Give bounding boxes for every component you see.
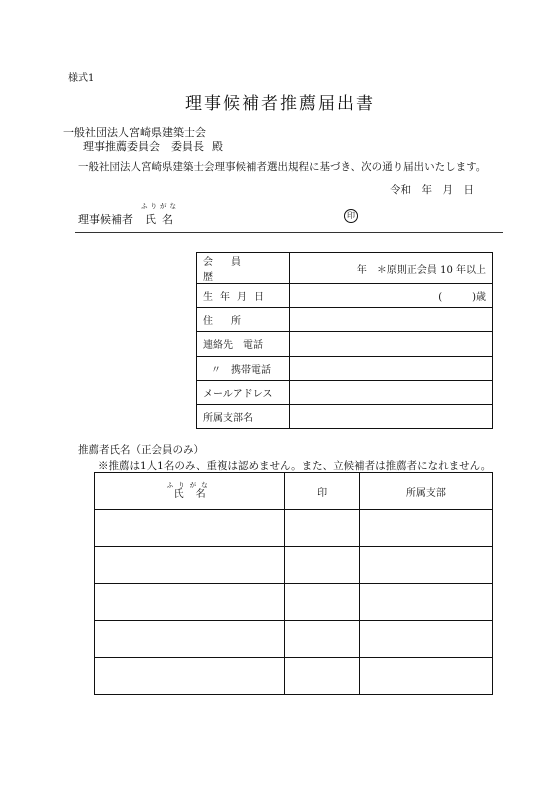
table-row: [95, 658, 493, 695]
candidate-label: 理事候補者: [78, 213, 133, 226]
recommender-name-field[interactable]: [95, 658, 285, 695]
recommender-seal-field[interactable]: [285, 547, 360, 584]
page-title: 理事候補者推薦届出書: [185, 94, 375, 114]
info-value-field[interactable]: 年 ＊原則正会員 10 年以上: [290, 253, 493, 284]
recommender-name-field[interactable]: [95, 510, 285, 547]
recommender-name-field[interactable]: [95, 584, 285, 621]
info-label: 生年月日: [197, 284, 290, 308]
recommender-branch-field[interactable]: [359, 621, 492, 658]
table-row: [95, 547, 493, 584]
info-label: 住所: [197, 308, 290, 332]
table-row: [197, 356, 493, 380]
candidate-furigana: ふりがな: [141, 202, 179, 210]
recommender-branch-field[interactable]: [359, 547, 492, 584]
info-value-field[interactable]: [290, 308, 493, 332]
recipient-committee: 理事推薦委員会 委員長: [83, 140, 204, 153]
table-row: [95, 584, 493, 621]
organization-name: 一般社団法人宮崎県建築士会: [63, 126, 206, 139]
recommender-name-field[interactable]: [95, 621, 285, 658]
info-value-field[interactable]: [290, 356, 493, 380]
info-value-field[interactable]: ( )歳: [290, 284, 493, 308]
statement-text: 一般社団法人宮崎県建築士会理事候補者選出規程に基づき、次の通り届出いたします。: [78, 161, 487, 173]
recommender-name-field[interactable]: [95, 547, 285, 584]
info-label: 会員歴: [197, 253, 290, 284]
info-label: 所属支部名: [197, 404, 290, 428]
recommender-seal-field[interactable]: [285, 510, 360, 547]
recommender-branch-field[interactable]: [359, 584, 492, 621]
date-field[interactable]: 令和 年 月 日: [390, 184, 474, 196]
table-row: [95, 621, 493, 658]
table-row: [197, 380, 493, 404]
candidate-info-table: [196, 252, 493, 429]
recommenders-note: ※推薦は1人1名のみ、重複は認めません。また、立候補者は推薦者になれません。: [98, 460, 492, 472]
table-row: [197, 284, 493, 308]
info-value-field[interactable]: [290, 404, 493, 428]
table-row: [95, 510, 493, 547]
recommender-branch-field[interactable]: [359, 658, 492, 695]
info-label: 連絡先 電話: [197, 332, 290, 356]
info-value-field[interactable]: [290, 332, 493, 356]
table-row: [197, 253, 493, 284]
recommender-seal-field[interactable]: [285, 621, 360, 658]
info-value-field[interactable]: [290, 380, 493, 404]
column-header-seal: 印: [285, 473, 360, 510]
info-label: 〃 携帯電話: [197, 356, 290, 380]
recipient-suffix: 殿: [212, 140, 223, 153]
recipient: [83, 138, 223, 154]
recommender-branch-field[interactable]: [359, 510, 492, 547]
recommenders-table: [94, 472, 493, 695]
table-row: [197, 332, 493, 356]
seal-mark: 印: [344, 209, 358, 223]
candidate-name-label: [78, 211, 179, 227]
form-code: 様式1: [68, 73, 95, 84]
table-row: [197, 404, 493, 428]
column-header-branch: 所属支部: [359, 473, 492, 510]
name-label: 氏名: [145, 213, 179, 226]
table-row: [197, 308, 493, 332]
info-label: メールアドレス: [197, 380, 290, 404]
column-header-name: [95, 473, 285, 510]
column-header-name-ruby: ふりがな: [166, 481, 213, 489]
column-header-name-label: 氏名: [173, 489, 218, 500]
recommender-seal-field[interactable]: [285, 658, 360, 695]
candidate-name-input-line[interactable]: [75, 232, 503, 233]
recommenders-heading: 推薦者氏名（正会員のみ）: [78, 444, 204, 456]
table-header-row: [95, 473, 493, 510]
recommender-seal-field[interactable]: [285, 584, 360, 621]
